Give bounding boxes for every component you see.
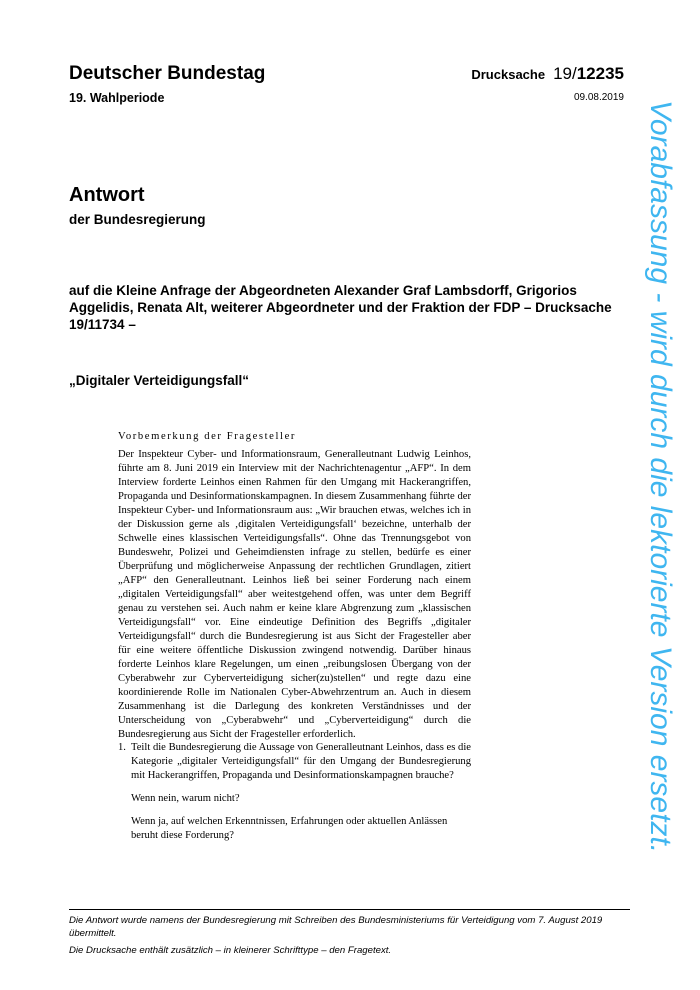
question-list: [118, 741, 471, 843]
drucksache-line: [471, 62, 624, 87]
document-subtitle: der Bundesregierung: [69, 212, 206, 227]
footer-notes: [69, 915, 630, 958]
legislative-period: 19. Wahlperiode: [69, 91, 165, 105]
document-date: 09.08.2019: [573, 92, 624, 103]
footer-note: Die Drucksache enthält zusätzlich – in kleinerer Schrifttype – den Fragetext.: [69, 945, 392, 956]
drucksache-label: Drucksache: [471, 67, 546, 82]
footer-note: Die Antwort wurde namens der Bundesregierung mit Schreiben des Bundesministeriums für Verteidigung vom 7. August 2019 übermittelt.: [69, 915, 603, 939]
question-item: [118, 741, 471, 843]
institution-name: Deutscher Bundestag: [69, 63, 266, 84]
question-body: [131, 741, 471, 843]
preliminary-text: Der Inspekteur Cyber- und Informationsraum, Generalleutnant Ludwig Leinhos, führte am 8. Juni 2019 ein Interview mit der Nachrichtenagentur „AFP“. In dem Interview forderte Leinhos einen Rahmen für den Umgang mit Hackerangriffen, Propaganda und Desinformationskampagnen. In diesem Zusammenhang führte der Inspekteur Cyber- und Informationsraum aus: „Wir brauchen etwas, welches ich in der Diskussion gerne als ‚digitalen Verteidigungsfall‘ bezeichne, unterhalb der Schwelle eines klassischen Verteidigungsfalls“. Ohne das Trennungsgebot von Bundeswehr, Polizei und Geheimdiensten infrage zu stellen, bedürfe es einer Überprüfung und möglicherweise Anpassung der rechtlichen Grundlagen, zitiert „AFP“ den Generalleutnant. Leinhos ließ bei seiner Forderung nach einem „digitalen Verteidigungsfall“ aber weitestgehend offen, was unter dem Begriff genau zu verstehen sei. Auch nahm er keine klare Abgrenzung zum „klassischen Verteidigungsfall“ vor. Eine eindeutige Definition des Begriffs „digitaler Verteidigungsfall“ durch die Bundesregierung ist aus Sicht der Fragesteller aber für eine weitere öffentliche Diskussion zwingend notwendig. Darüber hinaus forderte Leinhos klare Regelungen, um einen „reibungslosen Übergang von der Cyberabwehr zur Cyberverteidigung sicher(zu)stellen“ und regte dazu eine koordinierende Rolle im Nationalen Cyber-Abwehrzentrum an. Auch in diesem Zusammenhang ist die Darlegung des konkreten Verständnisses und der Unterscheidung von „Cyberabwehr“ und „Cyberverteidigung“ durch die Bundesregierung aus Sicht der Fragesteller erforderlich.: [118, 449, 471, 740]
question-text: Teilt die Bundesregierung die Aussage von Generalleutnant Leinhos, dass es die Kategorie „digitaler Verteidigungsfall“ für den Umgang der Bundesregierung mit Hackerangriffen, Propaganda und Desinformationskampagnen brauche?: [131, 742, 471, 781]
preliminary-remark: [118, 430, 471, 742]
header-right: [471, 62, 624, 103]
question-followup: Wenn nein, warum nicht?: [131, 793, 240, 804]
question-followup: Wenn ja, auf welchen Erkenntnissen, Erfahrungen oder aktuellen Anlässen beruht diese Forderung?: [131, 816, 448, 841]
watermark-text: Vorabfassung - wird durch die lektorierte Version ersetzt.: [644, 100, 677, 854]
subject-title: „Digitaler Verteidigungsfall“: [69, 373, 250, 388]
document-type: Antwort: [69, 184, 145, 206]
header-left: [69, 62, 265, 105]
inquiry-reference: auf die Kleine Anfrage der Abgeordneten Alexander Graf Lambsdorff, Grigorios Aggelidis, Renata Alt, weiterer Abgeordneter und der Fraktion der FDP – Drucksache 19/11734 –: [69, 283, 612, 332]
preliminary-heading: Vorbemerkung der Fragesteller: [118, 431, 296, 442]
question-number: 1.: [118, 742, 126, 753]
drucksache-prefix: 19/: [553, 64, 577, 83]
drucksache-number: 12235: [576, 64, 624, 83]
footer-divider: [69, 909, 630, 910]
